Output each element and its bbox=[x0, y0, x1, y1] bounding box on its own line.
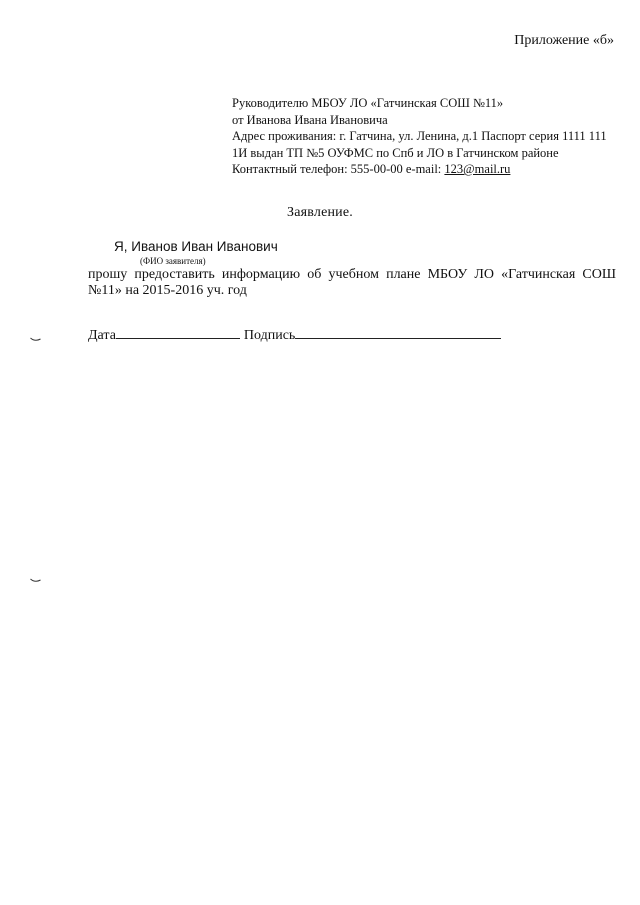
document-title: Заявление. bbox=[287, 205, 353, 220]
scan-artifact-mark bbox=[30, 577, 41, 583]
date-label: Дата bbox=[88, 328, 116, 343]
scan-artifact-mark bbox=[30, 336, 41, 342]
addressee-block bbox=[232, 95, 622, 178]
signature-blank-line bbox=[295, 326, 501, 339]
addressee-address: Адрес проживания: г. Гатчина, ул. Ленина, д.1 Паспорт серия 1111 111 bbox=[232, 129, 607, 143]
date-blank-line bbox=[116, 326, 240, 339]
addressee-contacts bbox=[232, 161, 622, 178]
applicant-name-line: Я, Иванов Иван Иванович bbox=[114, 239, 278, 254]
applicant-caption: (ФИО заявителя) bbox=[140, 256, 206, 266]
addressee-passport: 1И выдан ТП №5 ОУФМС по Спб и ЛО в Гатчинском районе bbox=[232, 145, 559, 160]
appendix-label: Приложение «б» bbox=[514, 33, 614, 48]
request-text: прошу предоставить информацию об учебном плане МБОУ ЛО «Гатчинская СОШ №11» на 2015-2016 уч. год bbox=[88, 267, 616, 298]
signature-label: Подпись bbox=[243, 328, 296, 343]
email-link[interactable]: 123@mail.ru bbox=[444, 162, 511, 176]
addressee-sender: от Иванова Ивана Ивановича bbox=[232, 112, 388, 127]
signature-row bbox=[88, 326, 501, 344]
contact-phone-text: Контактный телефон: 555-00-00 e-mail: bbox=[232, 162, 445, 176]
addressee-recipient: Руководителю МБОУ ЛО «Гатчинская СОШ №11» bbox=[232, 96, 504, 110]
